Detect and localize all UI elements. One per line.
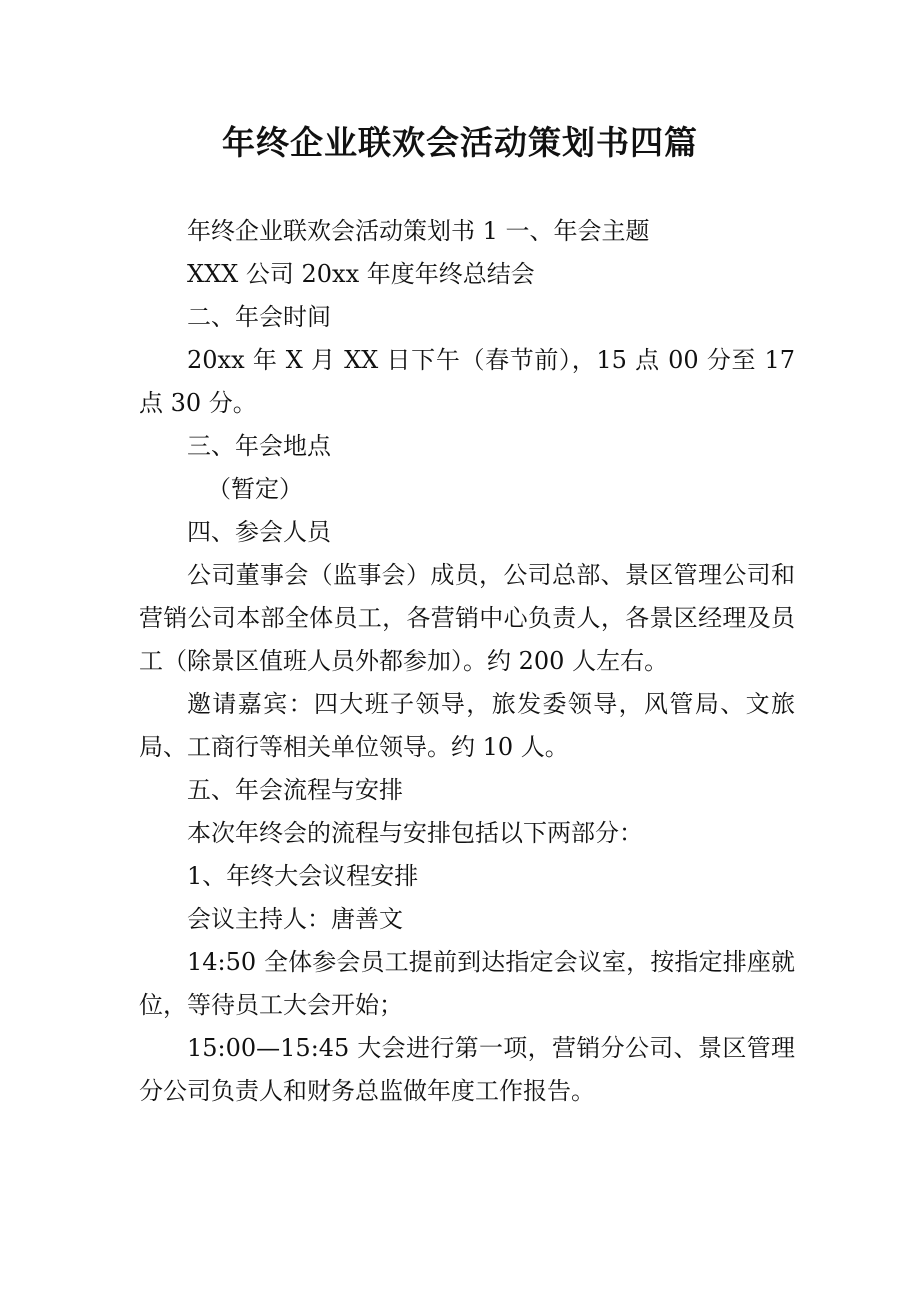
paragraph-time-value: 20xx 年 X 月 XX 日下午（春节前），15 点 00 分至 17 点 30 分。 — [139, 346, 795, 417]
heading-attendees: 四、参会人员 — [187, 518, 331, 546]
paragraph-location-value: （暂定） — [207, 475, 303, 503]
paragraph-intro-theme: 年终企业联欢会活动策划书 1 一、年会主题 — [187, 217, 650, 245]
paragraph-agenda-1500: 15:00—15:45 大会进行第一项，营销分公司、景区管理分公司负责人和财务总监做年度工作报告。 — [139, 1034, 795, 1105]
heading-process: 五、年会流程与安排 — [187, 776, 403, 804]
document-title: 年终企业联欢会活动策划书四篇 — [222, 123, 698, 162]
paragraph-process-intro: 本次年终会的流程与安排包括以下两部分： — [187, 819, 643, 847]
heading-agenda: 1、年终大会议程安排 — [187, 862, 419, 890]
paragraph-agenda-1450: 14:50 全体参会员工提前到达指定会议室，按指定排座就位，等待员工大会开始； — [139, 948, 795, 1019]
paragraph-theme-value: XXX 公司 20xx 年度年终总结会 — [187, 260, 535, 288]
heading-time: 二、年会时间 — [187, 303, 331, 331]
document-body — [139, 210, 795, 1113]
paragraph-guests: 邀请嘉宾：四大班子领导，旅发委领导，风管局、文旅局、工商行等相关单位领导。约 10 人。 — [139, 690, 795, 761]
heading-location: 三、年会地点 — [187, 432, 331, 460]
paragraph-host: 会议主持人：唐善文 — [187, 905, 403, 933]
paragraph-attendees: 公司董事会（监事会）成员，公司总部、景区管理公司和营销公司本部全体员工，各营销中心负责人，各景区经理及员工（除景区值班人员外都参加）。约 200 人左右。 — [139, 561, 795, 675]
